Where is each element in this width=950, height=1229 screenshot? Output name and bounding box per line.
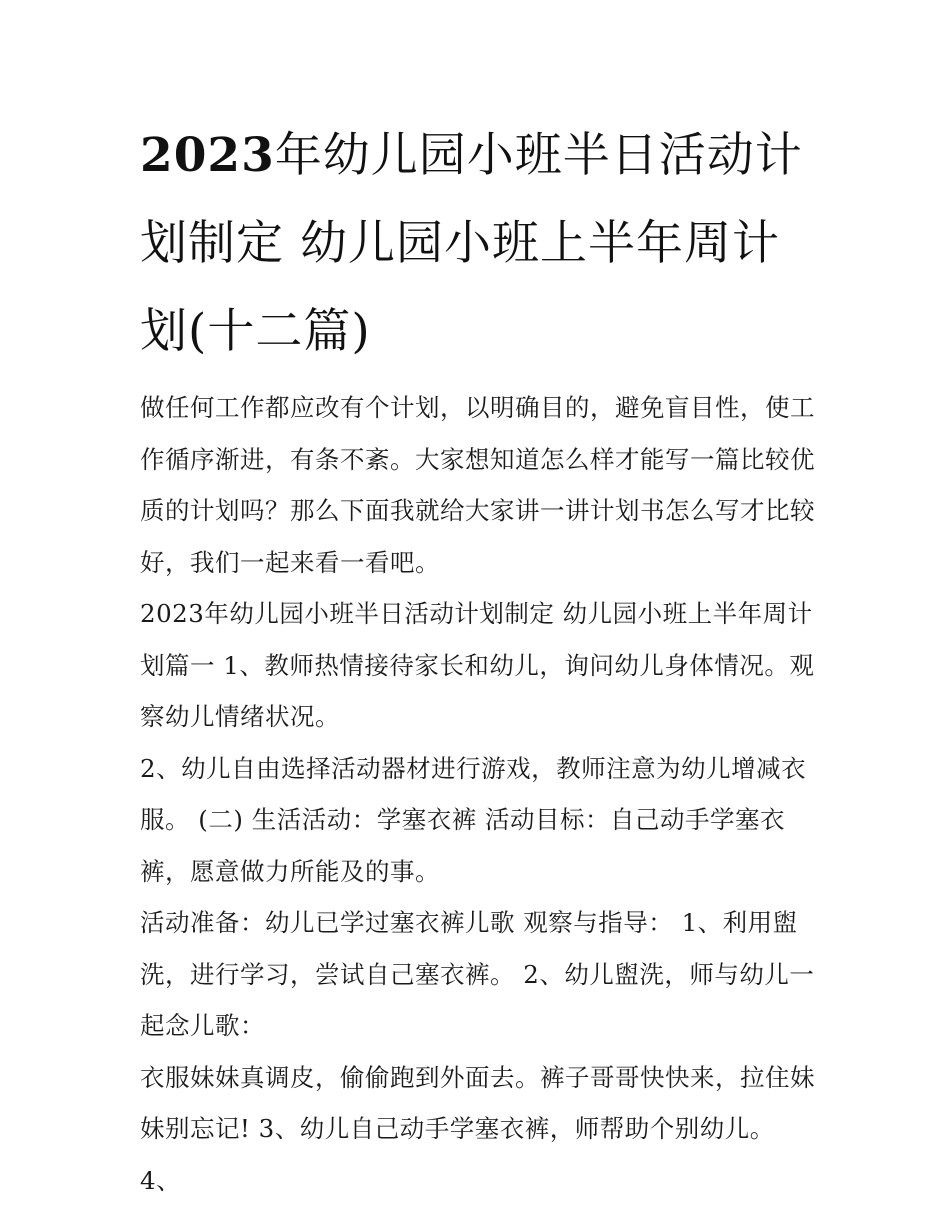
- paragraph-plan-one: 2023年幼儿园小班半日活动计划制定 幼儿园小班上半年周计划篇一 1、教师热情接待家长和幼儿，询问幼儿身体情况。观察幼儿情绪状况。: [140, 599, 815, 731]
- paragraph-free-activity: 2、幼儿自由选择活动器材进行游戏，教师注意为幼儿增减衣服。 (二) 生活活动：学塞衣裤 活动目标：自己动手学塞衣裤，愿意做力所能及的事。: [140, 753, 807, 886]
- paragraph-intro: 做任何工作都应改有个计划，以明确目的，避免盲目性，使工作循序渐进，有条不紊。大家想知道怎么样才能写一篇比较优质的计划吗？那么下面我就给大家讲一讲计划书怎么写才比较好，我们一起来看一看吧。: [140, 393, 815, 577]
- document-title: [140, 112, 815, 376]
- paragraph-preparation: 活动准备：幼儿已学过塞衣裤儿歌 观察与指导： 1、利用盥洗，进行学习，尝试自己塞衣裤。 2、幼儿盥洗，师与幼儿一起念儿歌：: [140, 908, 815, 1040]
- document-page: [140, 112, 815, 1206]
- document-body: [140, 382, 815, 1206]
- title-text: 年幼儿园小班半日活动计划制定 幼儿园小班上半年周计划(十二篇): [140, 128, 803, 359]
- title-year: 2023: [140, 128, 275, 183]
- paragraph-rhyme: 衣服妹妹真调皮，偷偷跑到外面去。裤子哥哥快快来，拉住妹妹别忘记! 3、幼儿自己动手学塞衣裤，师帮助个别幼儿。 4、: [140, 1062, 815, 1195]
